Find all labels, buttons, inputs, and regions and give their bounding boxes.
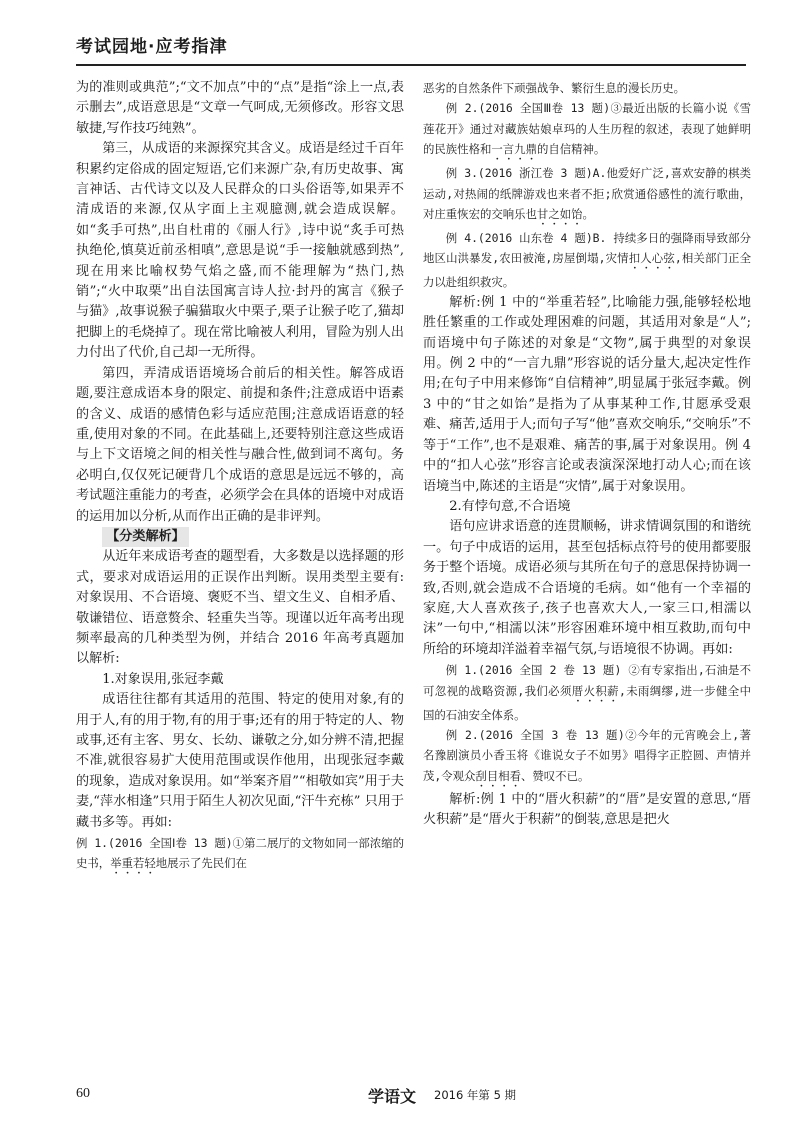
body-paragraph: 为的准则或典范”;“文不加点”中的“点”是指“涂上一点,表示删去”,成语意思是“文章一气呵成,无须修改。形容文思敏捷,写作技巧纯熟”。 [76, 80, 404, 136]
example-text: 、赞叹不已。 [521, 768, 590, 783]
left-column [76, 78, 404, 877]
section-title: 考试园地·应考指津 [76, 37, 228, 57]
example-text: 地展示了先民们在 [155, 856, 247, 871]
example-text: 恶劣的自然条件下顽强战争、繁衍生息的漫长历史。 [423, 81, 685, 95]
body-paragraph: 语句应讲求语意的连贯顺畅，讲求情调氛围的和谐统一。句子中成语的运用，甚至包括标点符号的使用都要服务于整个语境。成语必须与其所在句子的意思保持协调一致,否则,就会造成不合语境的毛病。如“他有一个幸福的家庭,大人喜欢孩子,孩子也喜欢大人,一家三口,相濡以沫”一句中,“相濡以沫”形容困难环境中相互救助,而句中所给的环境却洋溢着幸福气氛,与语境很不协调。再如: [423, 519, 751, 657]
example-paragraph [423, 228, 751, 293]
issue-label: 2016 年第 5 期 [434, 1088, 517, 1102]
body-paragraph: 1.对象误用,张冠李戴 [102, 671, 224, 687]
example-paragraph [76, 833, 404, 877]
body-paragraph: 2.有悖句意,不合语境 [449, 498, 571, 514]
highlighted-idiom: 甘之如饴 [536, 207, 583, 222]
highlighted-idiom: 刮目相看 [475, 768, 521, 783]
example-text: 例 4.(2016 山东卷 4 题)B. 持续多日的强降雨导致部分地区山洪暴发,农田被淹,房屋倒塌,灾情 [423, 231, 751, 266]
example-paragraph [423, 98, 751, 163]
example-text: 例 1.(2016 全国Ⅰ卷 13 题)①第二展厅的文物如同一部浓缩的史书， [76, 836, 404, 871]
right-column [423, 78, 751, 831]
section-heading-label: 【分类解析】 [102, 527, 189, 547]
section-heading [76, 527, 404, 547]
highlighted-idiom: 举重若轻 [110, 856, 156, 871]
example-text: 例 3.(2016 浙江卷 3 题)A.他爱好广泛,喜欢安静的棋类运动,对热闹的纸牌游戏也来者不拒;欣赏通俗感性的流行歌曲，对庄重恢宏的交响乐也 [423, 166, 751, 222]
example-text: ,未雨绸缪,进一步健全中国的石油安全体系。 [423, 683, 751, 722]
page-number: 60 [76, 1086, 90, 1101]
example-text: 。 [582, 207, 594, 222]
body-paragraph: 解析:例 1 中的“厝火积薪”的“厝”是安置的意思,“厝火积薪”是“厝火于积薪”的倒装,意思是把火 [423, 791, 751, 828]
journal-title: 学语文 [368, 1087, 417, 1106]
body-paragraph: 第四，弄清成语语境场合前后的相关性。解答成语题,要注意成语本身的限定、前提和条件;注意成语中语素的含义、成语的感情色彩与适应范围;注意成语语意的轻重,使用对象的不同。在此基础上,还要特别注意这些成语与上下文语境之间的相关性与融合性,做到词不离句。务必明白,仅仅死记硬背几个成语的意思是远远不够的，高考试题注重能力的考查，必须学会在具体的语境中对成语的运用加以分析,从而作出正确的是非评判。 [76, 365, 404, 524]
example-text: 例 1.(2016 全国 2 卷 13 题) ②有专家指出,石油是不可忽视的战略资源,我们必须 [423, 663, 751, 698]
example-text: ,相关部门正全力以赴组织救灾。 [423, 251, 751, 290]
example-text: 例 2.(2016 全国 3 卷 13 题)②今年的元宵晚会上,著名豫剧演员小香玉将《谁说女子不如男》唱得字正腔圆、声情并茂,令观众 [423, 727, 751, 783]
page-header [76, 30, 746, 66]
highlighted-idiom: 一言九鼎 [491, 142, 537, 157]
example-text: 例 2.(2016 全国Ⅲ卷 13 题)③最近出版的长篇小说《雪莲花开》通过对藏族姑娘卓玛的人生历程的叙述，表现了她鲜明的民族性格和 [423, 101, 751, 157]
example-paragraph [423, 78, 751, 98]
example-paragraph [423, 660, 751, 725]
page-footer [76, 1086, 746, 1108]
body-paragraph: 从近年来成语考查的题型看，大多数是以选择题的形式，要求对成语运用的正误作出判断。误用类型主要有:对象误用、不合语境、褒贬不当、望文生义、自相矛盾、敬谦错位、语意赘余、轻重失当等。现谨以近年高考出现频率最高的几种类型为例，并结合 2016 年高考真题加以解析: [76, 549, 404, 667]
highlighted-idiom: 扣人心弦 [628, 251, 675, 266]
body-paragraph: 解析:例 1 中的“举重若轻”,比喻能力强,能够轻松地胜任繁重的工作或处理困难的问题，其适用对象是“人”;而语境中句子陈述的对象是“文物”,属于典型的对象误用。例 2 中的“一言九鼎”形容说的话分量大,起决定性作用;在句子中用来修饰“自信精神”,明显属于张冠李戴。例 3 中的“甘之如饴”是指为了从事某种工作,甘愿承受艰难、痛苦,适用于人;而句子写“他”喜欢交响乐,“交响乐”不等于“工作”,也不是艰难、痛苦的事,属于对象误用。例 4 中的“扣人心弦”形容言论或表演深深地打动人心;而在该语境当中,陈述的主语是“灾情”,属于对象误用。 [423, 294, 751, 494]
example-text: 的自信精神。 [536, 142, 606, 157]
highlighted-idiom: 厝火积薪 [571, 683, 619, 698]
example-paragraph [423, 163, 751, 228]
body-paragraph: 成语往往都有其适用的范围、特定的使用对象,有的用于人,有的用于物,有的用于事;还有的用于特定的人、物或事,还有主客、男女、长幼、谦敬之分,如分辨不清,把握不准,就很容易扩大使用范围或误作他用，出现张冠李戴的现象，造成对象误用。如“举案齐眉”“相敬如宾”用于夫妻,“萍水相逢”只用于陌生人初次见面,“汗牛充栋” 只用于藏书多等。再如: [76, 692, 404, 830]
body-paragraph: 第三，从成语的来源探究其含义。成语是经过千百年积累约定俗成的固定短语,它们来源广杂,有历史故事、寓言神话、古代诗文以及人民群众的口头俗语等,如果弄不清成语的来源,仅从字面上主观臆测,就会造成误解。如“炙手可热”,出自杜甫的《丽人行》,诗中说“炙手可热执绝伦,慎莫近前丞相嗔”,意思是说“手一接触就感到热”,现在用来比喻权势气焰之盛,而不能理解为“热门,热销”;“火中取栗”出自法国寓言诗人拉·封丹的寓言《猴子与猫》,故事说猴子骗猫取火中栗子,栗子让猴子吃了,猫却把脚上的毛烧掉了。现在常比喻被人利用，冒险为别人出力付出了代价,自己却一无所得。 [76, 141, 404, 361]
example-paragraph [423, 725, 751, 790]
